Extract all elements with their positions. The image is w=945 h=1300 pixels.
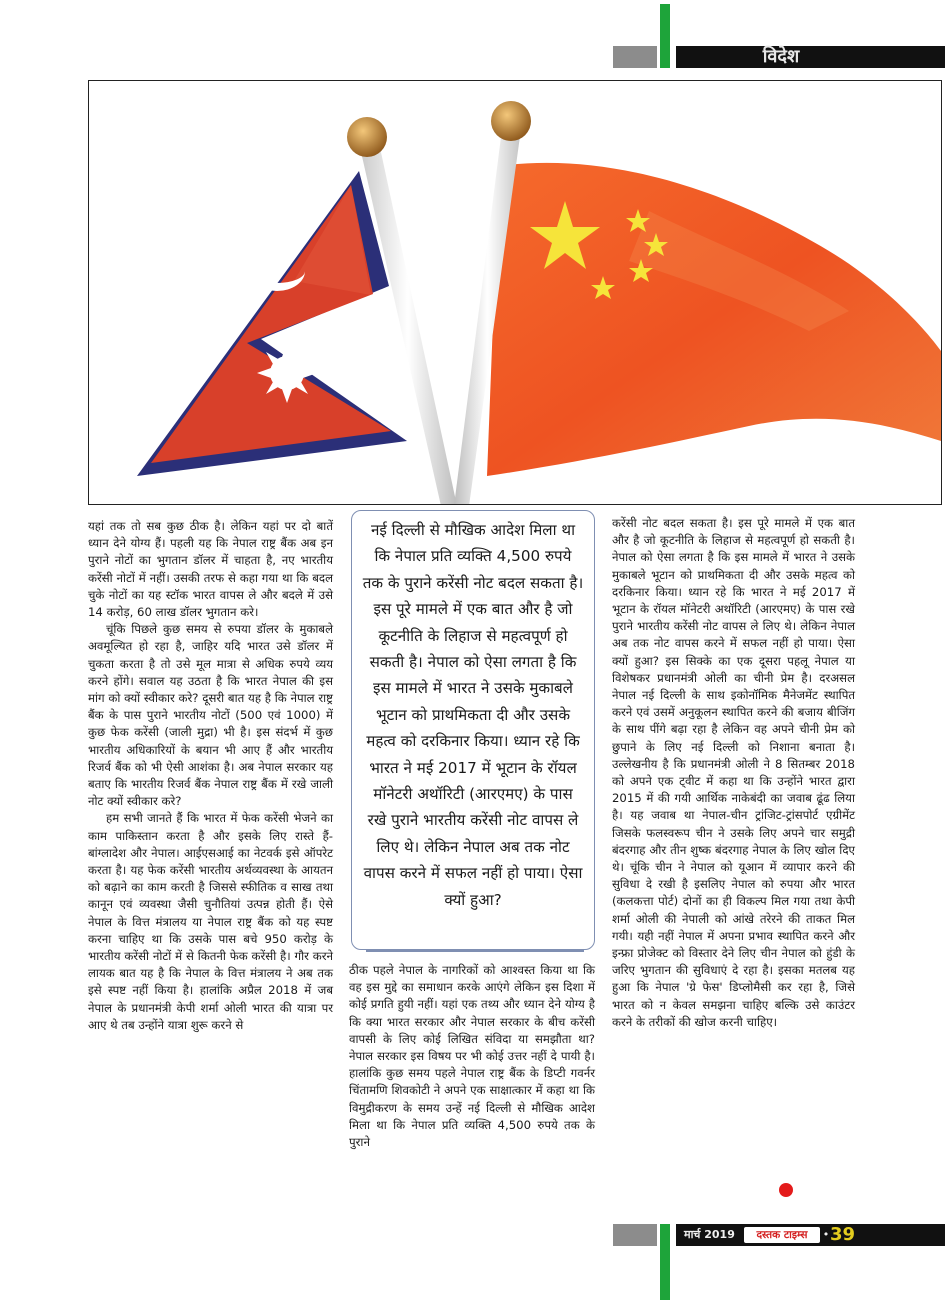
footer-gray-block [613,1224,657,1246]
paragraph: ठीक पहले नेपाल के नागरिकों को आश्वस्त किया था कि वह इस मुद्दे का समाधान करके आएंगे लेकिन इस दिशा में कोई प्रगति हुयी नहीं। यहां एक तथ्य और ध्यान देने योग्य है कि क्या भारत सरकार और नेपाल सरकार के बीच करेंसी वापसी के लिए कोई लिखित संविदा या समझौता था? नेपाल सरकार इस विषय पर भी कोई उत्तर नहीं दे पायी है। हालांकि कुछ समय पहले नेपाल राष्ट्र बैंक के डिप्टी गवर्नर चिंतामणि शिवकोटी ने अपने एक साक्षात्कार में कहा था कि विमुद्रीकरण के समय उन्हें नई दिल्ली से मौखिक आदेश मिला था कि नेपाल प्रति व्यक्ति 4,500 रुपये तक के पुराने [349,963,595,1150]
issue-month: मार्च 2019 [684,1228,735,1241]
footer-green-bar [660,1224,670,1300]
header-green-bar [660,4,670,68]
paragraph: चूंकि पिछले कुछ समय से रुपया डॉलर के मुकाबले अवमूल्यित हो रहा है, जाहिर यदि भारत उसे डॉलर में चुकता करता है तो उसे मूल मात्रा से अधिक रुपये व्यय करने होंगे। सवाल यह उठता है कि भारत नेपाल की इस मांग को क्यों स्वीकार करे? दूसरी बात यह है कि नेपाल राष्ट्र बैंक के पास पुराने भारतीय नोटों (500 एवं 1000) में कुछ फेक करेंसी (जाली मुद्रा) भी है। इस संदर्भ में कुछ भारतीय अधिकारियों के बयान भी आए हैं और भारतीय रिजर्व बैंक को भी ऐसी आशंका है। अब नेपाल सरकार यह बताए कि भारतीय रिजर्व बैंक नेपाल राष्ट्र बैंक में रखे जाली नोट क्यों स्वीकार करे? [88,622,333,809]
pull-quote-text: नई दिल्ली से मौखिक आदेश मिला था कि नेपाल प्रति व्यक्ति 4,500 रुपये तक के पुराने करेंसी नोट बदल सकता है। इस पूरे मामले में एक बात और है जो कूटनीति के लिहाज से महत्वपूर्ण हो सकती है। नेपाल को ऐसा लगता है कि इस मामले में भारत ने उसके मुकाबले भूटान को प्राथमिकता दी और उसके महत्व को दरकिनार किया। ध्यान रहे कि भारत ने मई 2017 में भूटान के रॉयल मॉनेटरी अथॉरिटी (आरएमए) के पास रखे पुराने भारतीय करेंसी नोट वापस ले लिए थे। लेकिन नेपाल अब तक नोट वापस करने में सफल नहीं हो पाया। ऐसा क्यों हुआ? [362,521,584,909]
pull-quote-rule [366,950,584,952]
pull-quote-box [351,510,595,950]
nepal-flag-icon [137,171,407,476]
paragraph: यहां तक तो सब कुछ ठीक है। लेकिन यहां पर दो बातें ध्यान देने योग्य हैं। पहली यह कि नेपाल राष्ट्र बैंक अब इन पुराने नोटों का भुगतान डॉलर में चाहता है, नए भारतीय करेंसी नोटों में नहीं। उसकी तरफ से कहा गया था कि बदल चुके नोटों का यह स्टॉक भारत वापस ले और बदले में उसे 14 करोड़, 60 लाख डॉलर भुगतान करे। [88,519,333,620]
section-label: विदेश [762,46,800,67]
right-pole-finial [491,101,531,141]
article-photo [88,80,942,505]
header-gray-block [613,46,657,68]
article-column-2 [349,962,595,1151]
article-column-3 [612,515,855,1031]
footer-separator: • [822,1228,830,1241]
left-pole-finial [347,117,387,157]
magazine-logo: दस्तक टाइम्स [744,1227,820,1243]
paragraph: करेंसी नोट बदल सकता है। इस पूरे मामले में एक बात और है जो कूटनीति के लिहाज से महत्वपूर्ण हो सकती है। नेपाल को ऐसा लगता है कि इस मामले में भारत ने उसके मुकाबले भूटान को प्राथमिकता दी और उसके महत्व को दरकिनार किया। ध्यान रहे कि भारत ने मई 2017 में भूटान के रॉयल मॉनेटरी अथॉरिटी (आरएमए) के पास रखे पुराने भारतीय करेंसी नोट वापस ले लिए थे। लेकिन नेपाल अब तक नोट वापस करने में सफल नहीं हो पाया। ऐसा क्यों हुआ? इस सिक्के का एक दूसरा पहलू नेपाल या विशेषकर प्रधानमंत्री ओली का चीनी प्रेम है। दरअसल नेपाल नई दिल्ली के साथ इकोनॉमिक मैनेजमेंट स्थापित करने एवं उसमें अनुकूलन स्थापित करने की बजाय बीजिंग के साथ पींगे बढ़ा रहा है लेकिन वह अपने चीनी प्रेम को छुपाने के लिए नई दिल्ली को निशाना बनाता है। उल्लेखनीय है कि प्रधानमंत्री ओली ने 8 सितम्बर 2018 को अपने एक ट्वीट में कहा था कि उन्होंने भारत द्वारा 2015 में की गयी आर्थिक नाकेबंदी का जवाब ढूंढ लिया है। यह जवाब था नेपाल-चीन ट्रांजिट-ट्रांसपोर्ट एग्रीमेंट जिसके फलस्वरूप चीन ने उसके लिए अपने चार समुद्री बंदरगाह और तीन शुष्क बंदरगाह नेपाल के लिए खोल दिए थे। चूंकि चीन ने नेपाल को यूआन में व्यापार करने की सुविधा दे रखी है इसलिए नेपाल को रुपया और भारत (कलकत्ता पोर्ट) दोनों का ही विकल्प मिल गया तथा केपी शर्मा ओली की नेपाली को आंखे तरेरने की ताकत मिल गयी। यही नहीं नेपाल में अपना प्रभाव स्थापित करने और इन्फ्रा प्रोजेक्ट को विस्तार देने लिए चीन नेपाल को हुंडी के जरिए भुगतान की सुविधाएं दे रहा है। इसका मतलब यह हुआ कि नेपाल 'ग्रे फेस' डिप्लोमैसी कर रहा है, जिसे भारत को न केवल समझना चाहिए बल्कि उसे काउंटर करने के तरीकों की खोज करनी चाहिए। [612,516,855,1029]
paragraph: हम सभी जानते हैं कि भारत में फेक करेंसी भेजने का काम पाकिस्तान करता है और इसके लिए रास्ते हैं-बांग्लादेश और नेपाल। आईएसआई का नेटवर्क इसे ऑपरेट करता है। यह फेक करेंसी भारतीय अर्थव्यवस्था के आयतन को बढ़ाने का काम करती है जिससे स्फीतिक व साख तथा कानून एवं व्यवस्था जैसी चुनौतियां उत्पन्न होती हैं। ऐसे नेपाल के वित्त मंत्रालय या नेपाल राष्ट्र बैंक को यह स्पष्ट करना चाहिए था कि उसके पास बचे 950 करोड़ के भारतीय करेंसी नोटों में से कितनी फेक करेंसी है। गौर करने लायक बात यह है कि नेपाल के वित्त मंत्रालय ने अब तक इसे स्पष्ट नहीं किया है। हालांकि अप्रैल 2018 में जब नेपाल के प्रधानमंत्री केपी शर्मा ओली भारत की यात्रा पर आए थे तब उन्होंने यात्रा शुरू करने से [88,811,333,1032]
china-flag-icon [487,163,941,476]
article-column-1 [88,518,333,1034]
end-mark-icon [779,1183,793,1197]
page-number: 39 [830,1224,856,1245]
